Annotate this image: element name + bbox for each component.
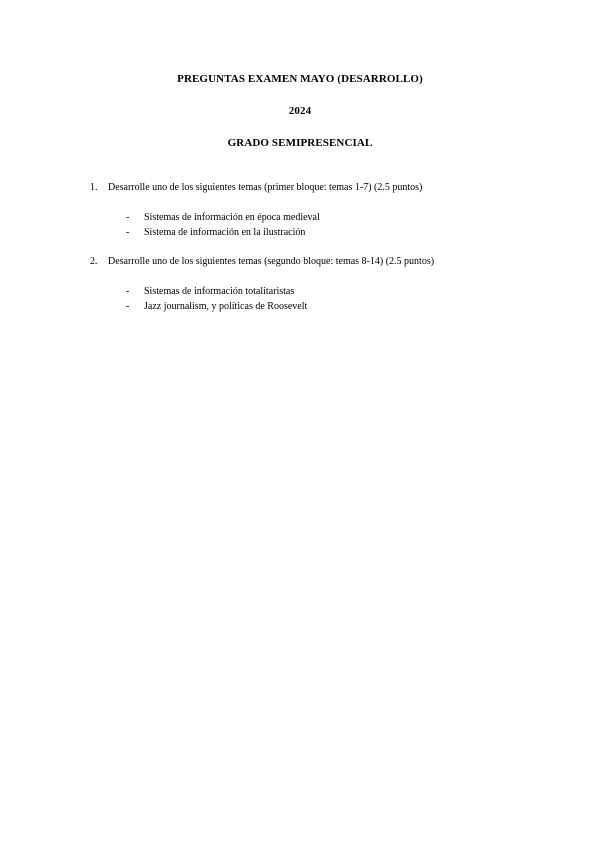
topic-text: Sistemas de información totalitaristas — [144, 286, 295, 297]
question-number: 1. — [90, 182, 98, 193]
document-title: PREGUNTAS EXAMEN MAYO (DESARROLLO) — [177, 73, 423, 85]
list-dash: - — [126, 212, 130, 223]
question-text: Desarrolle uno de los siguientes temas (segundo bloque: temas 8-14) (2.5 puntos) — [108, 256, 435, 267]
question-2-topic-1 — [126, 285, 294, 298]
question-2 — [90, 255, 434, 268]
list-dash: - — [126, 227, 130, 238]
document-grade: GRADO SEMIPRESENCIAL — [227, 137, 373, 149]
document-year: 2024 — [288, 105, 312, 117]
question-1 — [90, 181, 422, 194]
question-1-topic-2 — [126, 226, 305, 239]
list-dash: - — [126, 286, 130, 297]
topic-text: Jazz journalism, y políticas de Roosevelt — [144, 301, 308, 312]
topic-text: Sistemas de información en época medieval — [144, 212, 320, 223]
question-number: 2. — [90, 256, 98, 267]
list-dash: - — [126, 301, 130, 312]
topic-text: Sistema de información en la ilustración — [144, 227, 306, 238]
question-2-topic-2 — [126, 300, 307, 313]
question-1-topic-1 — [126, 211, 320, 224]
question-text: Desarrolle uno de los siguientes temas (primer bloque: temas 1-7) (2.5 puntos) — [108, 182, 423, 193]
